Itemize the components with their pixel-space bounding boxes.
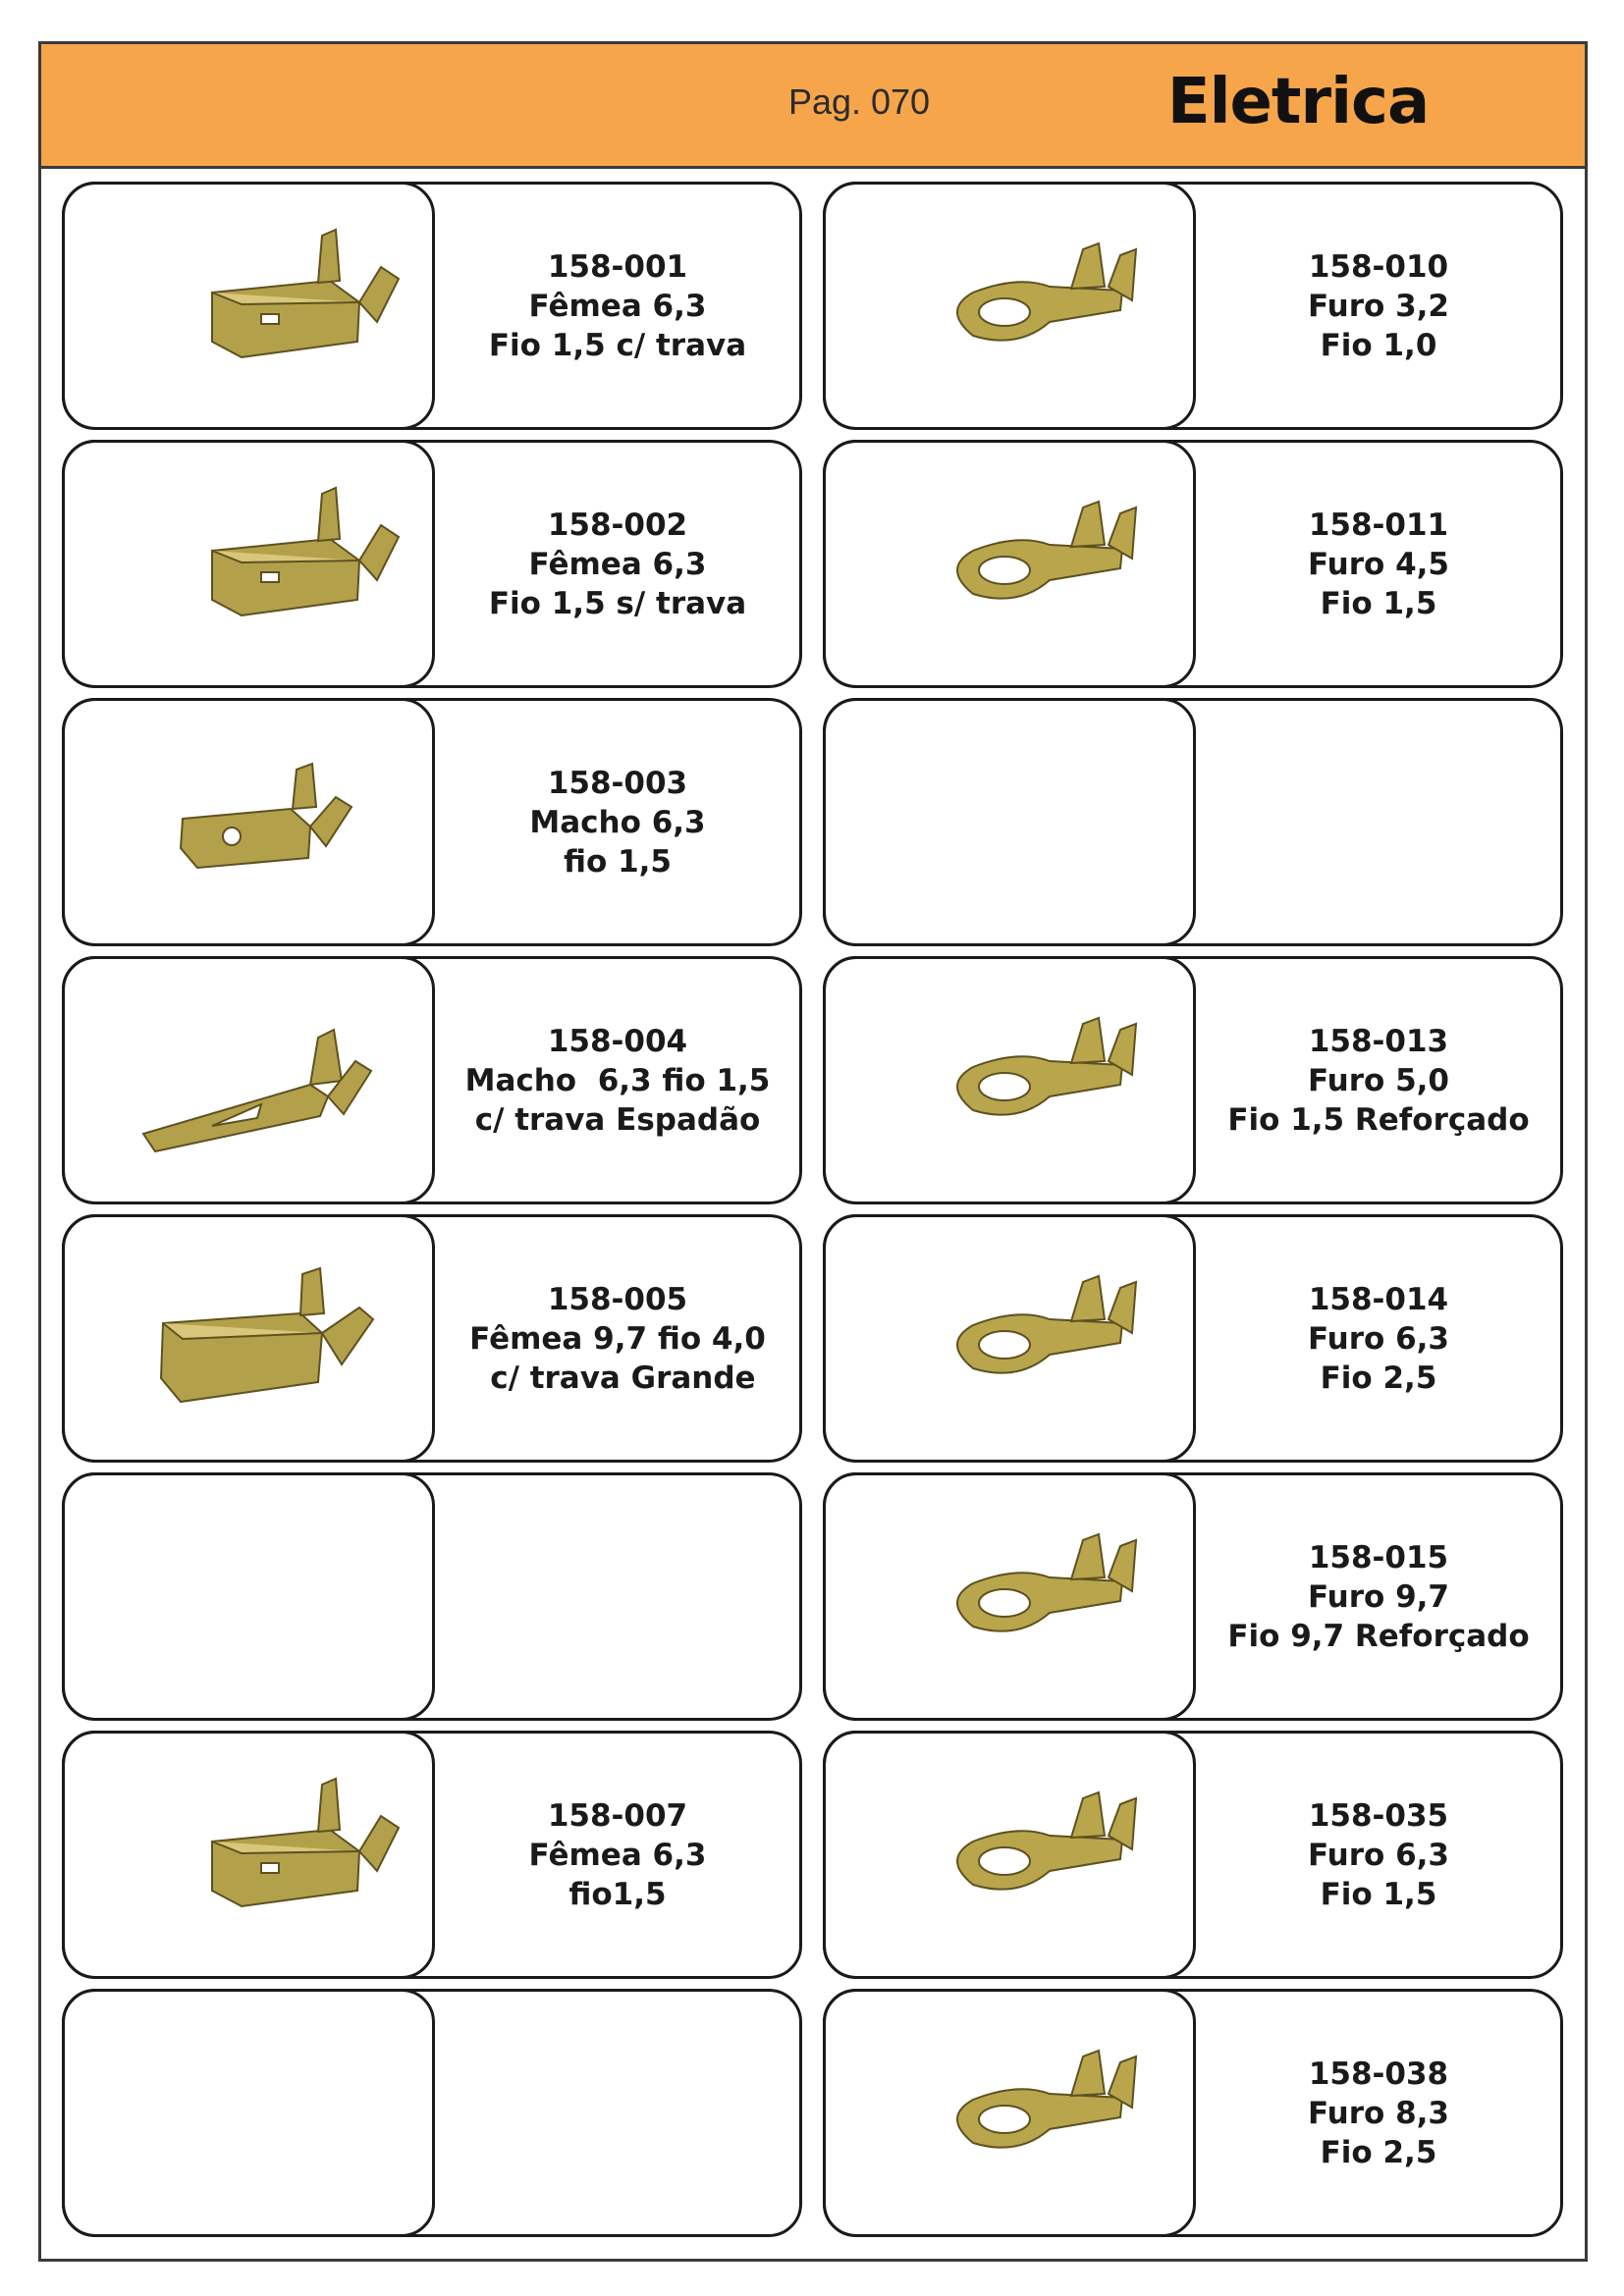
product-code: 158-003 xyxy=(547,765,688,801)
product-spec: Fio 2,5 xyxy=(1320,1360,1437,1396)
product-card xyxy=(823,1214,1563,1463)
product-spec: Furo 8,3 xyxy=(1308,2095,1449,2131)
ring-terminal-icon xyxy=(826,1992,1193,2234)
product-spec: Fêmea 6,3 xyxy=(528,288,707,324)
product-spec: Fêmea 6,3 xyxy=(528,1837,707,1873)
product-spec: Fio 2,5 xyxy=(1320,2134,1437,2170)
product-code: 158-001 xyxy=(547,248,688,285)
product-image-frame xyxy=(62,1214,435,1463)
product-description xyxy=(436,959,799,1201)
product-spec: Furo 6,3 xyxy=(1308,1837,1449,1873)
product-card xyxy=(823,182,1563,430)
product-spec: Furo 6,3 xyxy=(1308,1320,1449,1357)
product-image-frame xyxy=(62,1989,435,2237)
product-card xyxy=(823,1472,1563,1721)
product-description xyxy=(436,1217,799,1460)
product-spec: Fio 1,5 xyxy=(1320,1876,1437,1912)
female-terminal-icon xyxy=(65,1734,432,1976)
product-spec: Fio 1,5 s/ trava xyxy=(488,585,747,621)
product-spec: Fio 9,7 Reforçado xyxy=(1227,1618,1530,1654)
product-description xyxy=(1197,443,1560,685)
product-spec: Fio 1,0 xyxy=(1320,327,1437,363)
product-image-frame xyxy=(62,956,435,1204)
product-card xyxy=(62,440,802,688)
product-description xyxy=(1197,959,1560,1201)
product-spec: Macho 6,3 fio 1,5 xyxy=(464,1062,771,1098)
product-image-frame xyxy=(823,440,1196,688)
product-spec: fio 1,5 xyxy=(564,843,672,880)
product-spec: fio1,5 xyxy=(568,1876,667,1912)
product-image-frame xyxy=(823,1472,1196,1721)
ring-terminal-icon xyxy=(826,1734,1193,1976)
page-header xyxy=(41,44,1585,169)
product-description xyxy=(1197,1734,1560,1976)
product-code: 158-013 xyxy=(1308,1023,1449,1059)
product-description xyxy=(436,1734,799,1976)
product-description xyxy=(1197,701,1560,943)
product-image-frame xyxy=(823,956,1196,1204)
large-female-terminal-icon xyxy=(65,1217,432,1460)
product-description xyxy=(1197,1992,1560,2234)
ring-terminal-icon xyxy=(826,1475,1193,1718)
product-card xyxy=(62,698,802,946)
product-spec: Furo 4,5 xyxy=(1308,546,1449,582)
product-description xyxy=(1197,185,1560,427)
product-description xyxy=(436,185,799,427)
female-terminal-icon xyxy=(65,185,432,427)
product-image-frame xyxy=(62,182,435,430)
product-spec: Furo 3,2 xyxy=(1308,288,1449,324)
ring-terminal-icon xyxy=(826,959,1193,1201)
product-code: 158-035 xyxy=(1308,1797,1449,1834)
product-code: 158-014 xyxy=(1308,1281,1449,1317)
product-card xyxy=(62,182,802,430)
product-image-frame xyxy=(62,698,435,946)
product-description xyxy=(1197,1217,1560,1460)
product-description xyxy=(1197,1475,1560,1718)
male-spade-terminal-icon xyxy=(65,959,432,1201)
product-description xyxy=(436,443,799,685)
product-spec: Fêmea 6,3 xyxy=(528,546,707,582)
product-spec: c/ trava Grande xyxy=(479,1360,756,1396)
product-image-frame xyxy=(823,1731,1196,1979)
product-code: 158-004 xyxy=(547,1023,688,1059)
product-image-frame xyxy=(823,1989,1196,2237)
product-code: 158-005 xyxy=(547,1281,688,1317)
product-code: 158-007 xyxy=(547,1797,688,1834)
product-code: 158-038 xyxy=(1308,2056,1449,2092)
empty-product-card xyxy=(62,1472,802,1721)
product-code: 158-010 xyxy=(1308,248,1449,285)
product-card xyxy=(823,1731,1563,1979)
product-card xyxy=(823,956,1563,1204)
product-card xyxy=(62,1731,802,1979)
empty-product-card xyxy=(823,698,1563,946)
ring-terminal-icon xyxy=(826,443,1193,685)
product-spec: Fio 1,5 xyxy=(1320,585,1437,621)
product-image-frame xyxy=(823,182,1196,430)
product-image-frame xyxy=(823,698,1196,946)
product-image-frame xyxy=(62,1472,435,1721)
product-spec: Macho 6,3 xyxy=(529,804,706,840)
product-description xyxy=(436,1475,799,1718)
product-image-frame xyxy=(62,440,435,688)
female-terminal-icon xyxy=(65,443,432,685)
product-description xyxy=(436,701,799,943)
product-spec: Furo 5,0 xyxy=(1308,1062,1449,1098)
male-terminal-icon xyxy=(65,701,432,943)
product-spec: Fio 1,5 c/ trava xyxy=(488,327,747,363)
product-spec: Fio 1,5 Reforçado xyxy=(1227,1101,1530,1138)
empty-product-card xyxy=(62,1989,802,2237)
product-image-frame xyxy=(62,1731,435,1979)
product-code: 158-011 xyxy=(1308,507,1449,543)
section-title: Eletrica xyxy=(1166,66,1430,138)
page-number: Pag. 070 xyxy=(787,81,931,122)
product-image-frame xyxy=(823,1214,1196,1463)
product-card xyxy=(823,1989,1563,2237)
ring-terminal-icon xyxy=(826,185,1193,427)
product-code: 158-002 xyxy=(547,507,688,543)
product-description xyxy=(436,1992,799,2234)
product-card xyxy=(62,956,802,1204)
product-spec: Furo 9,7 xyxy=(1308,1578,1449,1615)
product-card xyxy=(823,440,1563,688)
product-spec: Fêmea 9,7 fio 4,0 xyxy=(469,1320,766,1357)
ring-terminal-icon xyxy=(826,1217,1193,1460)
product-card xyxy=(62,1214,802,1463)
product-spec: c/ trava Espadão xyxy=(474,1101,761,1138)
product-code: 158-015 xyxy=(1308,1539,1449,1575)
